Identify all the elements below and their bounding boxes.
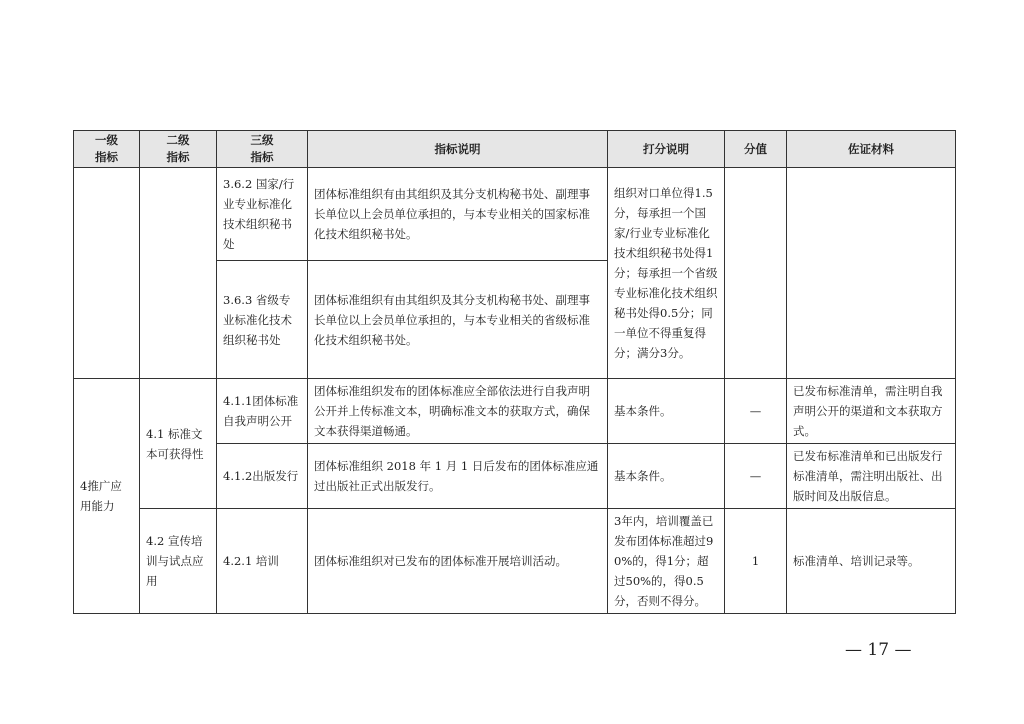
level1-cell: 4推广应用能力	[74, 379, 140, 614]
header-level3: 三级 指标	[217, 131, 308, 168]
header-description: 指标说明	[308, 131, 608, 168]
table-row	[74, 509, 956, 614]
level3-cell: 3.6.2 国家/行业专业标准化技术组织秘书处	[217, 168, 308, 261]
description-cell: 团体标准组织有由其组织及其分支机构秘书处、副理事长单位以上会员单位承担的，与本专业相关的国家标准化技术组织秘书处。	[308, 168, 608, 261]
scoring-cell: 基本条件。	[608, 444, 725, 509]
table-row	[74, 168, 956, 261]
evidence-cell: 已发布标准清单和已出版发行标准清单，需注明出版社、出版时间及出版信息。	[787, 444, 956, 509]
table-row	[74, 379, 956, 444]
evidence-cell: 已发布标准清单，需注明自我声明公开的渠道和文本获取方式。	[787, 379, 956, 444]
indicator-table	[73, 130, 956, 614]
header-level1: 一级 指标	[74, 131, 140, 168]
level2-cell: 4.1 标准文本可获得性	[140, 379, 217, 509]
header-row	[74, 131, 956, 168]
level1-cell-empty	[74, 168, 140, 379]
header-score: 分值	[725, 131, 787, 168]
description-cell: 团体标准组织有由其组织及其分支机构秘书处、副理事长单位以上会员单位承担的，与本专业相关的省级标准化技术组织秘书处。	[308, 261, 608, 379]
score-cell: —	[725, 444, 787, 509]
level3-cell: 4.1.1团体标准自我声明公开	[217, 379, 308, 444]
scoring-cell: 基本条件。	[608, 379, 725, 444]
level3-cell: 4.2.1 培训	[217, 509, 308, 614]
header-evidence: 佐证材料	[787, 131, 956, 168]
level2-cell-empty	[140, 168, 217, 379]
score-cell: —	[725, 379, 787, 444]
score-cell-empty	[725, 168, 787, 379]
header-scoring: 打分说明	[608, 131, 725, 168]
score-cell: 1	[725, 509, 787, 614]
level2-cell: 4.2 宣传培训与试点应用	[140, 509, 217, 614]
description-cell: 团体标准组织 2018 年 1 月 1 日后发布的团体标准应通过出版社正式出版发行。	[308, 444, 608, 509]
evidence-cell: 标准清单、培训记录等。	[787, 509, 956, 614]
scoring-cell: 3年内，培训覆盖已发布团体标准超过90%的，得1分；超过50%的，得0.5分，否则不得分。	[608, 509, 725, 614]
description-cell: 团体标准组织发布的团体标准应全部依法进行自我声明公开并上传标准文本，明确标准文本的获取方式，确保文本获得渠道畅通。	[308, 379, 608, 444]
description-cell: 团体标准组织对已发布的团体标准开展培训活动。	[308, 509, 608, 614]
page-number: — 17 —	[845, 640, 912, 660]
scoring-cell: 组织对口单位得1.5分，每承担一个国家/行业专业标准化技术组织秘书处得1分；每承担一个省级专业标准化技术组织秘书处得0.5分；同一单位不得重复得分；满分3分。	[608, 168, 725, 379]
level3-cell: 4.1.2出版发行	[217, 444, 308, 509]
evidence-cell-empty	[787, 168, 956, 379]
level3-cell: 3.6.3 省级专业标准化技术组织秘书处	[217, 261, 308, 379]
header-level2: 二级 指标	[140, 131, 217, 168]
